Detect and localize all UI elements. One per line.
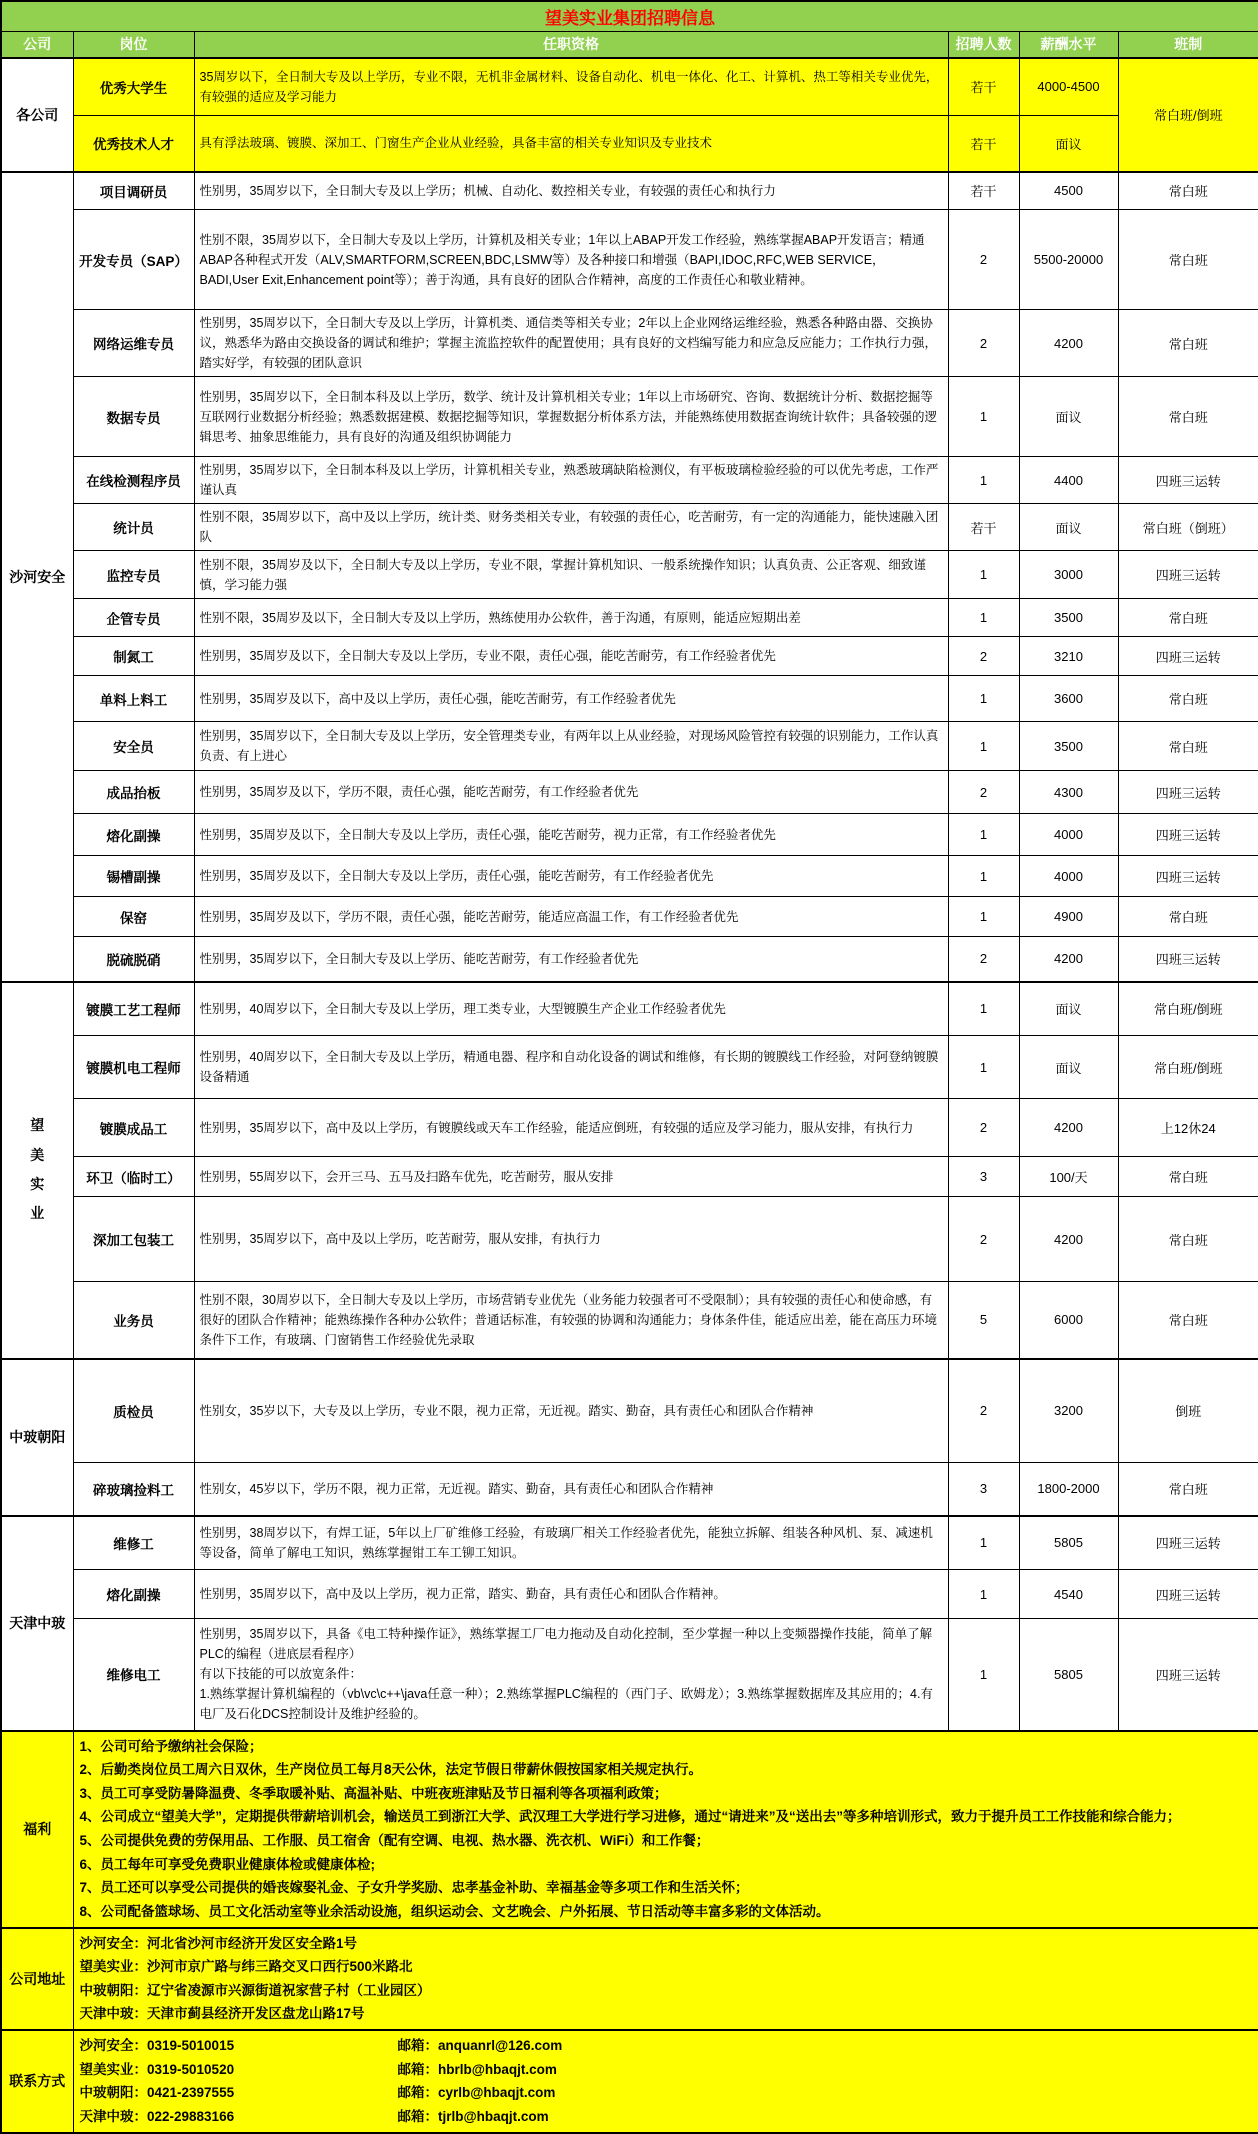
position-cell: 业务员 (73, 1282, 194, 1359)
company-cell: 沙河安全 (1, 172, 73, 982)
count-cell: 若干 (948, 116, 1019, 172)
qualification-cell (194, 551, 948, 599)
salary-cell: 6000 (1019, 1282, 1118, 1359)
header-company: 公司 (1, 32, 73, 58)
header-qualification: 任职资格 (194, 32, 948, 58)
qualification-cell (194, 599, 948, 637)
salary-cell: 3000 (1019, 551, 1118, 599)
shift-cell: 常白班/倒班 (1118, 58, 1258, 172)
shift-cell: 常白班 (1118, 172, 1258, 210)
contact-email: 邮箱：hbrlb@hbaqjt.com (397, 2061, 557, 2077)
salary-cell: 4200 (1019, 1099, 1118, 1157)
qualification-cell (194, 1359, 948, 1463)
qualification-line: 性别不限，35周岁以下，全日制大专及以上学历，计算机及相关专业；1年以上ABAP开发工作经验，熟练掌握ABAP开发语言；精通ABAP各种程式开发（ALV,SMARTFORM,SCREEN,BDC,LSMW等）及各种接口和增强（BAPI,IDOC,RFC,WEB SERVICE，BADI,User Exit,Enhancement point等）；善于沟通，具有良好的团队合作精神，高度的工作责任心和敬业精神。 (199, 232, 925, 287)
welfare-item: 3、员工可享受防暑降温费、冬季取暖补贴、高温补贴、中班夜班津贴及节日福利等各项福利政策； (79, 1785, 668, 1801)
job-row (1, 172, 1258, 210)
qualification-line: 35周岁以下，全日制大专及以上学历，专业不限，无机非金属材料、设备自动化、机电一体化、化工、计算机、热工等相关专业优先，有较强的适应及学习能力 (199, 69, 939, 104)
position-cell: 碎玻璃捡料工 (73, 1463, 194, 1516)
shift-cell: 常白班（倒班） (1118, 504, 1258, 551)
position-cell: 镀膜工艺工程师 (73, 982, 194, 1036)
shift-cell: 倒班 (1118, 1359, 1258, 1463)
job-row (1, 58, 1258, 116)
job-row (1, 771, 1258, 814)
salary-cell: 面议 (1019, 982, 1118, 1036)
qualification-cell (194, 856, 948, 897)
position-cell: 优秀大学生 (73, 58, 194, 116)
count-cell: 若干 (948, 172, 1019, 210)
qualification-cell (194, 1463, 948, 1516)
count-cell: 2 (948, 1197, 1019, 1282)
count-cell: 1 (948, 1516, 1019, 1570)
qualification-cell (194, 1282, 948, 1359)
company-cell (1, 982, 73, 1359)
qualification-line: 性别男，35周岁以下，全日制大专及以上学历，安全管理类专业，有两年以上从业经验，对现场风险管控有较强的识别能力，工作认真负责、有上进心 (199, 729, 939, 763)
shift-cell: 四班三运转 (1118, 814, 1258, 856)
count-cell: 1 (948, 551, 1019, 599)
welfare-item: 6、员工每年可享受免费职业健康体检或健康体检; (79, 1856, 376, 1872)
contact-label: 联系方式 (1, 2030, 73, 2133)
salary-cell: 面议 (1019, 504, 1118, 551)
position-cell: 熔化副操 (73, 1570, 194, 1619)
count-cell: 2 (948, 937, 1019, 982)
qualification-line: 性别男，40周岁以下，全日制大专及以上学历，精通电器、程序和自动化设备的调试和维修，有长期的镀膜线工作经验，对阿登纳镀膜设备精通 (199, 1050, 939, 1084)
contact-line (80, 2058, 1253, 2082)
count-cell: 1 (948, 856, 1019, 897)
header-shift: 班制 (1118, 32, 1258, 58)
qualification-cell (194, 504, 948, 551)
welfare-item: 8、公司配备篮球场、员工文化活动室等业余活动设施，组织运动会、文艺晚会、户外拓展、节日活动等丰富多彩的文体活动。 (79, 1903, 830, 1919)
salary-cell: 5805 (1019, 1516, 1118, 1570)
job-row (1, 551, 1258, 599)
qualification-line: 具有浮法玻璃、镀膜、深加工、门窗生产企业从业经验，具备丰富的相关专业知识及专业技术 (199, 136, 713, 151)
welfare-item: 7、员工还可以享受公司提供的婚丧嫁娶礼金、子女升学奖励、忠孝基金补助、幸福基金等多项工作和生活关怀； (79, 1880, 749, 1896)
job-row (1, 722, 1258, 771)
job-row (1, 897, 1258, 937)
qualification-cell (194, 172, 948, 210)
position-cell: 脱硫脱硝 (73, 937, 194, 982)
qualification-line: 性别女，35岁以下，大专及以上学历，专业不限，视力正常，无近视。踏实、勤奋，具有责任心和团队合作精神 (199, 1403, 814, 1418)
job-row (1, 310, 1258, 377)
qualification-cell (194, 310, 948, 377)
count-cell: 1 (948, 457, 1019, 504)
header-count: 招聘人数 (948, 32, 1019, 58)
salary-cell: 1800-2000 (1019, 1463, 1118, 1516)
address-row (1, 1928, 1258, 2031)
count-cell: 若干 (948, 58, 1019, 116)
jobs-body (1, 58, 1258, 2133)
job-row (1, 1282, 1258, 1359)
job-row (1, 1157, 1258, 1197)
salary-cell: 4200 (1019, 937, 1118, 982)
job-row (1, 1619, 1258, 1731)
position-cell: 项目调研员 (73, 172, 194, 210)
count-cell: 1 (948, 1619, 1019, 1731)
welfare-item: 2、后勤类岗位员工周六日双休，生产岗位员工每月8天公休，法定节假日带薪休假按国家相关规定执行。 (79, 1762, 703, 1778)
count-cell: 1 (948, 1036, 1019, 1099)
address-content (73, 1928, 1258, 2031)
qualification-line: 性别男，35周岁及以下，全日制大专及以上学历，专业不限，责任心强，能吃苦耐劳，有工作经验者优先 (199, 649, 776, 663)
qualification-cell (194, 814, 948, 856)
salary-cell: 4500 (1019, 172, 1118, 210)
position-cell: 质检员 (73, 1359, 194, 1463)
salary-cell: 4000 (1019, 856, 1118, 897)
salary-cell: 5500-20000 (1019, 210, 1118, 310)
shift-cell: 常白班 (1118, 1282, 1258, 1359)
count-cell: 1 (948, 676, 1019, 722)
salary-cell: 100/天 (1019, 1157, 1118, 1197)
count-cell: 2 (948, 637, 1019, 676)
header-salary: 薪酬水平 (1019, 32, 1118, 58)
salary-cell: 4300 (1019, 771, 1118, 814)
shift-cell: 常白班 (1118, 676, 1258, 722)
job-row (1, 457, 1258, 504)
contact-email: 邮箱：anquanrl@126.com (397, 2038, 563, 2053)
shift-cell: 四班三运转 (1118, 457, 1258, 504)
qualification-cell (194, 676, 948, 722)
count-cell: 1 (948, 897, 1019, 937)
shift-cell: 常白班 (1118, 210, 1258, 310)
job-row (1, 1197, 1258, 1282)
job-row (1, 1036, 1258, 1099)
qualification-cell (194, 722, 948, 771)
qualification-line: 有以下技能的可以放宽条件： (199, 1667, 363, 1682)
contact-phone: 望美实业：0319-5010520 (79, 2061, 235, 2077)
count-cell: 2 (948, 310, 1019, 377)
job-row (1, 599, 1258, 637)
position-cell: 企管专员 (73, 599, 194, 637)
position-cell: 制氮工 (73, 637, 194, 676)
salary-cell: 4000 (1019, 814, 1118, 856)
count-cell: 2 (948, 1359, 1019, 1463)
job-row (1, 210, 1258, 310)
salary-cell: 3600 (1019, 676, 1118, 722)
qualification-line: 1.熟练掌握计算机编程的（vb\vc\c++\java任意一种）；2.熟练掌握PLC编程的（西门子、欧姆龙）；3.熟练掌握数据库及其应用的；4.有电厂及石化DCS控制设计及维护经验的。 (199, 1687, 933, 1722)
contact-phone: 中玻朝阳：0421-2397555 (79, 2085, 235, 2101)
qualification-line: 性别不限，35周岁及以下，全日制大专及以上学历，熟练使用办公软件，善于沟通，有原则，能适应短期出差 (199, 610, 801, 625)
qualification-line: 性别男，35周岁及以下，全日制大专及以上学历，责任心强，能吃苦耐劳，有工作经验者优先 (199, 869, 714, 883)
qualification-line: 性别不限，35周岁及以下，全日制大专及以上学历，专业不限，掌握计算机知识、一般系统操作知识；认真负责、公正客观、细致谨慎，学习能力强 (199, 557, 926, 592)
welfare-content (73, 1731, 1258, 1928)
count-cell: 1 (948, 377, 1019, 457)
qualification-line: 性别女，45岁以下，学历不限，视力正常，无近视。踏实、勤奋，具有责任心和团队合作精神 (199, 1481, 714, 1496)
position-cell: 锡槽副操 (73, 856, 194, 897)
salary-cell: 5805 (1019, 1619, 1118, 1731)
address-line: 中玻朝阳：辽宁省凌源市兴源街道祝家营子村（工业园区） (79, 1982, 431, 1998)
count-cell: 5 (948, 1282, 1019, 1359)
shift-cell: 四班三运转 (1118, 1516, 1258, 1570)
position-cell: 数据专员 (73, 377, 194, 457)
contact-email: 邮箱：cyrlb@hbaqjt.com (397, 2085, 556, 2101)
address-line: 天津中玻：天津市蓟县经济开发区盘龙山路17号 (79, 2006, 365, 2022)
qualification-line: 性别男，35周岁以下，高中及以上学历，视力正常，踏实、勤奋，具有责任心和团队合作精神。 (199, 1587, 726, 1601)
contact-row (1, 2030, 1258, 2133)
job-row (1, 1359, 1258, 1463)
qualification-cell (194, 1036, 948, 1099)
count-cell: 2 (948, 771, 1019, 814)
shift-cell: 四班三运转 (1118, 1570, 1258, 1619)
shift-cell: 常白班 (1118, 377, 1258, 457)
qualification-cell (194, 771, 948, 814)
qualification-line: 性别男，35周岁以下，全日制本科及以上学历，数学、统计及计算机相关专业；1年以上市场研究、咨询、数据统计分析、数据挖掘等互联网行业数据分析经验；熟悉数据建模、数据挖掘等知识，掌握数据分析体系方法，并能熟练使用数据查询统计软件；具备较强的逻辑思考、抽象思维能力，具有良好的沟通及组织协调能力 (199, 389, 938, 444)
qualification-cell (194, 377, 948, 457)
count-cell: 2 (948, 1099, 1019, 1157)
shift-cell: 四班三运转 (1118, 637, 1258, 676)
job-row (1, 1570, 1258, 1619)
salary-cell: 4540 (1019, 1570, 1118, 1619)
qualification-line: 性别男，35周岁以下，具备《电工特种操作证》，熟练掌握工厂电力拖动及自动化控制，至少掌握一种以上变频器操作技能，简单了解PLC的编程（进底层看程序） (199, 1627, 933, 1662)
salary-cell: 3500 (1019, 722, 1118, 771)
shift-cell: 四班三运转 (1118, 937, 1258, 982)
shift-cell: 四班三运转 (1118, 551, 1258, 599)
shift-cell: 上12休24 (1118, 1099, 1258, 1157)
salary-cell: 3200 (1019, 1359, 1118, 1463)
qualification-cell (194, 210, 948, 310)
qualification-line: 性别男，35周岁及以下，高中及以上学历，责任心强，能吃苦耐劳，有工作经验者优先 (199, 691, 676, 706)
position-cell: 维修工 (73, 1516, 194, 1570)
title-row (1, 1, 1258, 32)
qualification-line: 性别男，35周岁及以下，全日制大专及以上学历，责任心强，能吃苦耐劳，视力正常，有工作经验者优先 (199, 827, 776, 842)
job-row (1, 1099, 1258, 1157)
position-cell: 维修电工 (73, 1619, 194, 1731)
position-cell: 优秀技术人才 (73, 116, 194, 172)
position-cell: 镀膜成品工 (73, 1099, 194, 1157)
position-cell: 深加工包装工 (73, 1197, 194, 1282)
qualification-line: 性别男，35周岁以下，高中及以上学历，有镀膜线或天车工作经验，能适应倒班，有较强的适应及学习能力，服从安排，有执行力 (199, 1120, 914, 1135)
shift-cell: 四班三运转 (1118, 1619, 1258, 1731)
job-row (1, 676, 1258, 722)
job-row (1, 856, 1258, 897)
count-cell: 1 (948, 722, 1019, 771)
position-cell: 成品抬板 (73, 771, 194, 814)
job-row (1, 504, 1258, 551)
qualification-line: 性别男，35周岁以下，高中及以上学历，吃苦耐劳，服从安排，有执行力 (199, 1232, 601, 1246)
shift-cell: 常白班 (1118, 310, 1258, 377)
count-cell: 1 (948, 982, 1019, 1036)
qualification-line: 性别男，35周岁及以下，学历不限，责任心强，能吃苦耐劳，有工作经验者优先 (199, 785, 639, 799)
qualification-line: 性别男，40周岁以下，全日制大专及以上学历，理工类专业，大型镀膜生产企业工作经验者优先 (199, 1001, 726, 1016)
welfare-item: 1、公司可给予缴纳社会保险； (79, 1738, 263, 1754)
shift-cell: 四班三运转 (1118, 856, 1258, 897)
company-label: 望美实业 (30, 1117, 45, 1222)
qualification-line: 性别不限，30周岁以下，全日制大专及以上学历，市场营销专业优先（业务能力较强者可不受限制）；具有较强的责任心和使命感，有很好的团队合作精神；能熟练操作各种办公软件；普通话标准，有较强的协调和沟通能力；身体条件佳，能适应出差，能在高压力环境条件下工作，有玻璃、门窗销售工作经验优先录取 (199, 1292, 938, 1347)
qualification-cell (194, 937, 948, 982)
qualification-line: 性别男，35周岁以下，全日制大专及以上学历，计算机类、通信类等相关专业；2年以上企业网络运维经验，熟悉各种路由器、交换协议，熟悉华为路由交换设备的调试和维护；掌握主流监控软件的配置使用；具有良好的文档编写能力和应急反应能力；工作执行力强，踏实好学，有较强的团队意识 (199, 316, 938, 370)
position-cell: 在线检测程序员 (73, 457, 194, 504)
job-row (1, 637, 1258, 676)
qualification-line: 性别不限，35周岁以下，高中及以上学历，统计类、财务类相关专业，有较强的责任心，吃苦耐劳，有一定的沟通能力，能快速融入团队 (199, 510, 939, 544)
qualification-line: 性别男，35周岁以下，全日制大专及以上学历；机械、自动化、数控相关专业，有较强的责任心和执行力 (199, 183, 776, 198)
job-row (1, 116, 1258, 172)
contact-line (80, 2105, 1253, 2129)
qualification-line: 性别男，35周岁以下，全日制大专及以上学历、能吃苦耐劳，有工作经验者优先 (199, 951, 639, 966)
column-header-row (1, 32, 1258, 58)
count-cell: 1 (948, 599, 1019, 637)
shift-cell: 常白班 (1118, 599, 1258, 637)
job-row (1, 377, 1258, 457)
shift-cell: 常白班 (1118, 1463, 1258, 1516)
job-row (1, 1463, 1258, 1516)
shift-cell: 常白班 (1118, 897, 1258, 937)
salary-cell: 4200 (1019, 310, 1118, 377)
contact-content (73, 2030, 1258, 2133)
qualification-cell (194, 1516, 948, 1570)
contact-line (80, 2034, 1253, 2058)
page-title: 望美实业集团招聘信息 (1, 1, 1258, 32)
address-line: 沙河安全：河北省沙河市经济开发区安全路1号 (79, 1935, 358, 1951)
job-row (1, 814, 1258, 856)
qualification-cell (194, 116, 948, 172)
welfare-label: 福利 (1, 1731, 73, 1928)
job-row (1, 937, 1258, 982)
shift-cell: 常白班 (1118, 1157, 1258, 1197)
position-cell: 镀膜机电工程师 (73, 1036, 194, 1099)
salary-cell: 3210 (1019, 637, 1118, 676)
count-cell: 2 (948, 210, 1019, 310)
welfare-item: 5、公司提供免费的劳保用品、工作服、员工宿舍（配有空调、电视、热水器、洗衣机、WiFi）和工作餐； (79, 1833, 710, 1848)
qualification-cell (194, 637, 948, 676)
salary-cell: 面议 (1019, 116, 1118, 172)
welfare-item: 4、公司成立“望美大学”，定期提供带薪培训机会，输送员工到浙江大学、武汉理工大学进行学习进修，通过“请进来”及“送出去”等多种培训形式，致力于提升员工工作技能和综合能力； (79, 1809, 1181, 1825)
address-line: 望美实业：沙河市京广路与纬三路交叉口西行500米路北 (79, 1959, 413, 1975)
qualification-cell (194, 1619, 948, 1731)
position-cell: 网络运维专员 (73, 310, 194, 377)
count-cell: 1 (948, 1570, 1019, 1619)
company-cell: 中玻朝阳 (1, 1359, 73, 1516)
welfare-row (1, 1731, 1258, 1928)
salary-cell: 4400 (1019, 457, 1118, 504)
address-label: 公司地址 (1, 1928, 73, 2031)
company-cell: 天津中玻 (1, 1516, 73, 1731)
salary-cell: 面议 (1019, 377, 1118, 457)
contact-email: 邮箱：tjrlb@hbaqjt.com (397, 2108, 549, 2124)
job-row (1, 1516, 1258, 1570)
salary-cell: 3500 (1019, 599, 1118, 637)
job-row (1, 982, 1258, 1036)
salary-cell: 4200 (1019, 1197, 1118, 1282)
qualification-line: 性别男，38周岁以下，有焊工证，5年以上厂矿维修工经验，有玻璃厂相关工作经验者优先，能独立拆解、组装各种风机、泵、减速机等设备，简单了解电工知识，熟练掌握钳工车工铆工知识。 (199, 1525, 933, 1560)
qualification-cell (194, 1099, 948, 1157)
qualification-cell (194, 1197, 948, 1282)
count-cell: 若干 (948, 504, 1019, 551)
contact-line (80, 2081, 1253, 2105)
position-cell: 安全员 (73, 722, 194, 771)
qualification-line: 性别男，35周岁以下，全日制本科及以上学历，计算机相关专业，熟悉玻璃缺陷检测仪，有平板玻璃检验经验的可以优先考虑，工作严谨认真 (199, 463, 939, 497)
qualification-line: 性别男，35周岁及以下，学历不限，责任心强，能吃苦耐劳，能适应高温工作，有工作经验者优先 (199, 909, 739, 924)
shift-cell: 常白班 (1118, 722, 1258, 771)
qualification-cell (194, 1570, 948, 1619)
position-cell: 统计员 (73, 504, 194, 551)
position-cell: 监控专员 (73, 551, 194, 599)
count-cell: 1 (948, 814, 1019, 856)
qualification-line: 性别男，55周岁以下，会开三马、五马及扫路车优先，吃苦耐劳，服从安排 (199, 1169, 614, 1184)
shift-cell: 常白班/倒班 (1118, 1036, 1258, 1099)
position-cell: 单料上料工 (73, 676, 194, 722)
position-cell: 保窑 (73, 897, 194, 937)
position-cell: 环卫（临时工） (73, 1157, 194, 1197)
qualification-cell (194, 1157, 948, 1197)
shift-cell: 常白班 (1118, 1197, 1258, 1282)
salary-cell: 面议 (1019, 1036, 1118, 1099)
count-cell: 3 (948, 1463, 1019, 1516)
count-cell: 3 (948, 1157, 1019, 1197)
contact-phone: 天津中玻：022-29883166 (79, 2108, 235, 2124)
qualification-cell (194, 457, 948, 504)
contact-phone: 沙河安全：0319-5010015 (79, 2038, 235, 2053)
position-cell: 开发专员（SAP） (73, 210, 194, 310)
shift-cell: 四班三运转 (1118, 771, 1258, 814)
shift-cell: 常白班/倒班 (1118, 982, 1258, 1036)
salary-cell: 4000-4500 (1019, 58, 1118, 116)
position-cell: 熔化副操 (73, 814, 194, 856)
qualification-cell (194, 58, 948, 116)
qualification-cell (194, 982, 948, 1036)
qualification-cell (194, 897, 948, 937)
header-position: 岗位 (73, 32, 194, 58)
salary-cell: 4900 (1019, 897, 1118, 937)
company-cell: 各公司 (1, 58, 73, 172)
